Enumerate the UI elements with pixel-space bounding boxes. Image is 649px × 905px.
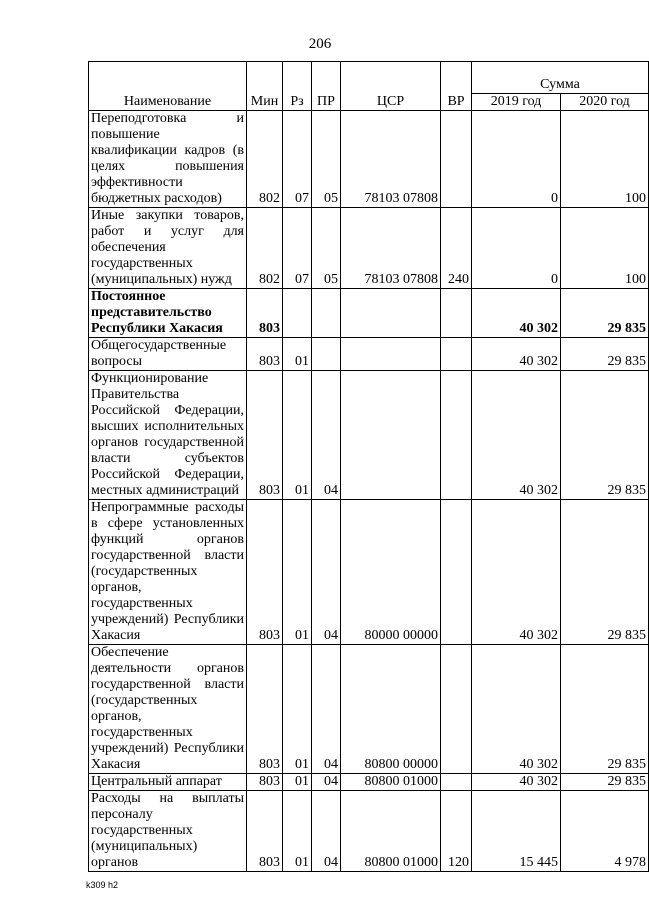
row-rz: 07	[283, 208, 312, 289]
header-rz: Рз	[283, 62, 312, 111]
row-pr: 04	[312, 645, 341, 774]
row-sum-2020: 29 835	[561, 645, 649, 774]
row-csr	[341, 371, 441, 500]
row-sum-2019: 40 302	[472, 645, 561, 774]
row-vr	[441, 371, 472, 500]
row-rz: 01	[283, 500, 312, 645]
table-row	[89, 371, 649, 500]
table-row	[89, 111, 649, 208]
row-vr	[441, 338, 472, 371]
row-sum-2019: 40 302	[472, 371, 561, 500]
row-csr: 80800 00000	[341, 645, 441, 774]
row-sum-2020: 29 835	[561, 289, 649, 338]
row-vr	[441, 500, 472, 645]
row-name: Переподготовка и повышение квалификации кадров (в целях повышения эффективности бюджетных расходов)	[89, 111, 247, 208]
row-vr: 240	[441, 208, 472, 289]
row-sum-2020: 4 978	[561, 791, 649, 872]
row-min: 803	[247, 774, 283, 791]
row-rz: 01	[283, 371, 312, 500]
header-sum: Сумма	[472, 62, 649, 94]
row-sum-2020: 29 835	[561, 371, 649, 500]
row-name: Иные закупки товаров, работ и услуг для обеспечения государственных (муниципальных) нужд	[89, 208, 247, 289]
row-vr: 120	[441, 791, 472, 872]
row-vr	[441, 774, 472, 791]
row-pr	[312, 338, 341, 371]
row-csr: 80800 01000	[341, 774, 441, 791]
budget-table	[88, 61, 649, 872]
row-pr: 04	[312, 791, 341, 872]
row-name: Центральный аппарат	[89, 774, 247, 791]
row-csr	[341, 289, 441, 338]
row-sum-2019: 40 302	[472, 338, 561, 371]
row-name: Функционирование Правительства Российской Федерации, высших исполнительных органов государственной власти субъектов Российской Федерации, местных администраций	[89, 371, 247, 500]
row-min: 802	[247, 208, 283, 289]
row-csr: 80800 01000	[341, 791, 441, 872]
header-vr: ВР	[441, 62, 472, 111]
row-rz: 01	[283, 774, 312, 791]
table-row	[89, 289, 649, 338]
table-row	[89, 791, 649, 872]
row-min: 802	[247, 111, 283, 208]
row-sum-2019: 40 302	[472, 289, 561, 338]
row-sum-2019: 0	[472, 111, 561, 208]
header-csr: ЦСР	[341, 62, 441, 111]
row-pr: 04	[312, 500, 341, 645]
row-sum-2019: 40 302	[472, 500, 561, 645]
table-row	[89, 774, 649, 791]
table-row	[89, 645, 649, 774]
row-rz: 01	[283, 645, 312, 774]
page-number: 206	[308, 36, 332, 52]
row-csr: 78103 07808	[341, 111, 441, 208]
row-sum-2019: 0	[472, 208, 561, 289]
row-name: Общегосударственные вопросы	[89, 338, 247, 371]
row-vr	[441, 645, 472, 774]
row-min: 803	[247, 338, 283, 371]
row-pr	[312, 289, 341, 338]
row-rz: 01	[283, 338, 312, 371]
header-name: Наименование	[89, 62, 247, 111]
row-sum-2020: 100	[561, 111, 649, 208]
footer-code: k309 h2	[86, 880, 119, 890]
row-name: Расходы на выплаты персоналу государственных (муниципальных) органов	[89, 791, 247, 872]
header-pr: ПР	[312, 62, 341, 111]
row-pr: 05	[312, 111, 341, 208]
row-sum-2020: 100	[561, 208, 649, 289]
row-pr: 04	[312, 371, 341, 500]
row-vr	[441, 111, 472, 208]
header-year-2019: 2019 год	[472, 94, 561, 111]
table-row	[89, 208, 649, 289]
row-csr: 78103 07808	[341, 208, 441, 289]
row-sum-2019: 40 302	[472, 774, 561, 791]
table-body	[89, 111, 649, 872]
row-sum-2019: 15 445	[472, 791, 561, 872]
row-sum-2020: 29 835	[561, 774, 649, 791]
row-min: 803	[247, 645, 283, 774]
row-rz: 07	[283, 111, 312, 208]
row-vr	[441, 289, 472, 338]
row-name: Непрограммные расходы в сфере установленных функций органов государственной власти (государственных органов, государственных учреждений) Республики Хакасия	[89, 500, 247, 645]
row-min: 803	[247, 791, 283, 872]
row-rz	[283, 289, 312, 338]
table-row	[89, 338, 649, 371]
row-csr	[341, 338, 441, 371]
row-min: 803	[247, 289, 283, 338]
header-year-2020: 2020 год	[561, 94, 649, 111]
row-sum-2020: 29 835	[561, 338, 649, 371]
row-pr: 04	[312, 774, 341, 791]
row-rz: 01	[283, 791, 312, 872]
header-min: Мин	[247, 62, 283, 111]
row-csr: 80000 00000	[341, 500, 441, 645]
row-name: Постоянное представительство Республики Хакасия	[89, 289, 247, 338]
row-sum-2020: 29 835	[561, 500, 649, 645]
table-row	[89, 500, 649, 645]
row-min: 803	[247, 371, 283, 500]
row-min: 803	[247, 500, 283, 645]
row-name: Обеспечение деятельности органов государственной власти (государственных органов, государственных учреждений) Республики Хакасия	[89, 645, 247, 774]
row-pr: 05	[312, 208, 341, 289]
